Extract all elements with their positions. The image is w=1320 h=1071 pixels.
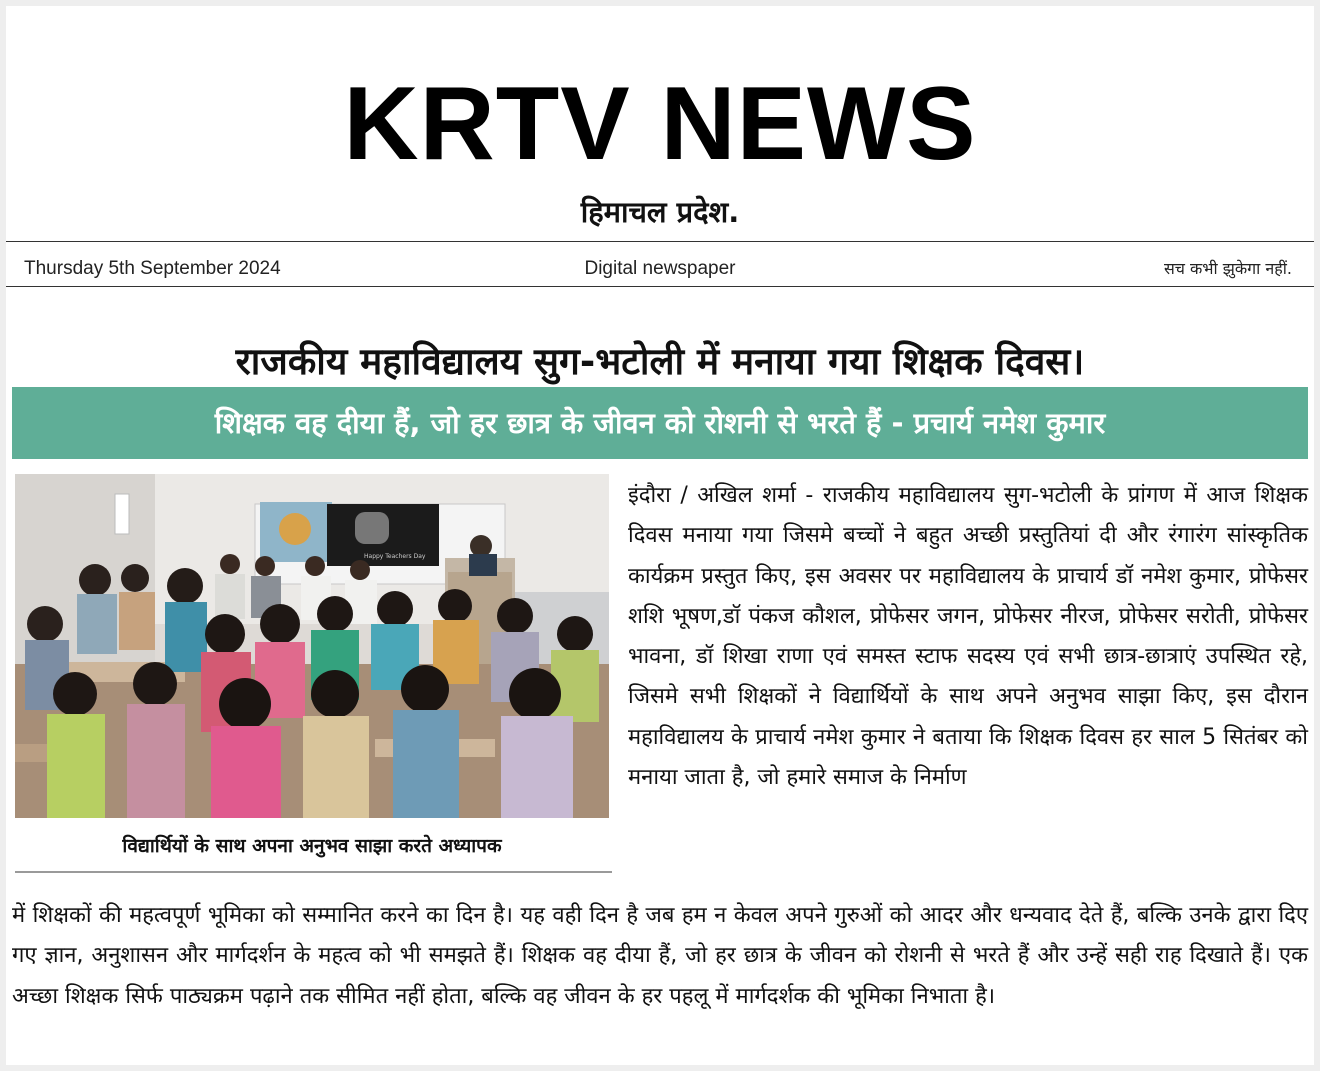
motto: सच कभी झुकेगा नहीं.: [1163, 259, 1292, 278]
article-headline: राजकीय महाविद्यालय सुग-भटोली में मनाया गया शिक्षक दिवस।: [235, 340, 1085, 383]
article-photo: [15, 474, 609, 818]
photo-caption: विद्यार्थियों के साथ अपना अनुभव साझा करते अध्यापक: [122, 835, 502, 857]
masthead-top-rule: [6, 241, 1314, 242]
masthead-region: हिमाचल प्रदेश.: [580, 195, 740, 229]
publication-type: Digital newspaper: [584, 258, 736, 279]
article-body-text: में शिक्षकों की महत्वपूर्ण भूमिका को सम्मानित करने का दिन है। यह वही दिन है जब हम न केवल अपने गुरुओं को आदर और धन्यवाद देते हैं, बल्कि उनके द्वारा दिए गए ज्ञान, अनुशासन और मार्गदर्शन के महत्व को भी समझते हैं। शिक्षक वह दीया हैं, जो हर छात्र के जीवन को रोशनी से भरते हैं और उन्हें सही राह दिखाते हैं। एक अच्छा शिक्षक सिर्फ पाठ्यक्रम पढ़ाने तक सीमित नहीं होता, बल्कि वह जीवन के हर पहलू में मार्गदर्शक की भूमिका निभाता है।: [12, 903, 1308, 1009]
subheadline-band: [12, 387, 1308, 459]
screen-text: Happy Teachers Day: [364, 553, 426, 560]
article-subheadline: शिक्षक वह दीया हैं, जो हर छात्र के जीवन को रोशनी से भरते हैं - प्रचार्य नमेश कुमार: [214, 406, 1106, 440]
dateline-bar: [6, 252, 1314, 286]
masthead-title: KRTV NEWS: [343, 66, 977, 182]
masthead-bottom-rule: [6, 286, 1314, 287]
issue-date: Thursday 5th September 2024: [24, 258, 281, 279]
caption-rule: [15, 871, 612, 873]
newspaper-page: [6, 6, 1314, 1065]
article-column-text: इंदौरा / अखिल शर्मा - राजकीय महाविद्यालय सुग-भटोली के प्रांगण में आज शिक्षक दिवस मनाया गया जिसमे बच्चों ने बहुत अच्छी प्रस्तुतियां दी और रंगारंग सांस्कृतिक कार्यक्रम प्रस्तुत किए, इस अवसर पर महाविद्यालय के प्राचार्य डॉ नमेश कुमार, प्रोफेसर शशि भूषण,डॉ पंकज कौशल, प्रोफेसर जगन, प्रोफेसर नीरज, प्रोफेसर सरोती, प्रोफेसर भावना, डॉ शिखा राणा एवं समस्त स्टाफ सदस्य एवं सभी छात्र-छात्राएं उपस्थित रहे, जिसमे सभी शिक्षकों ने विद्यार्थियों के साथ अपने अनुभव साझा किए, इस दौरान महाविद्यालय के प्राचार्य नमेश कुमार ने बताया कि शिक्षक दिवस हर साल 5 सितंबर को मनाया जाता है, जो हमारे समाज के निर्माण: [628, 483, 1308, 791]
